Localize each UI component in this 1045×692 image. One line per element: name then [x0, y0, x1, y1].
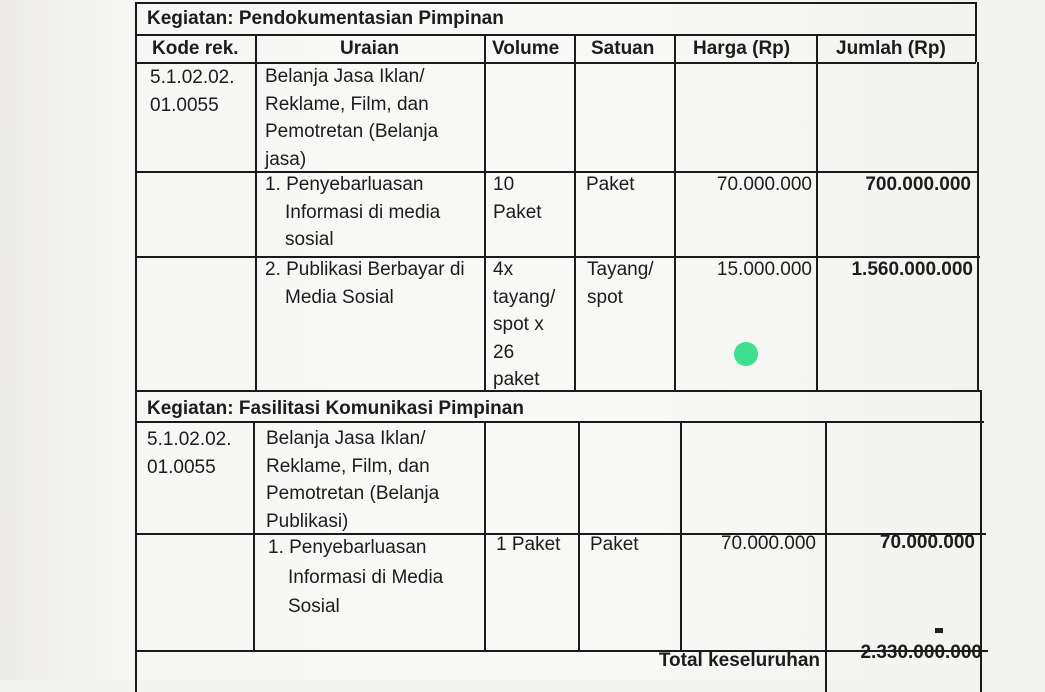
table-border-right: [975, 2, 977, 62]
account-code: [150, 64, 235, 119]
description-line: Media Sosial: [285, 286, 394, 308]
item-jumlah: 700.000.000: [865, 174, 971, 195]
description-line: Belanja Jasa Iklan/: [266, 428, 426, 449]
green-dot-marker: [734, 342, 758, 366]
account-code-line: 5.1.02.02.: [147, 429, 232, 450]
volume-line: spot x: [493, 314, 544, 335]
item-satuan: [590, 531, 639, 559]
volume-line: 1 Paket: [496, 534, 561, 555]
description-line: Publikasi): [266, 510, 349, 532]
account-description: [265, 63, 438, 173]
description-line: 1. Penyebarluasan: [268, 537, 427, 558]
satuan-line: Paket: [590, 534, 639, 555]
item-description: [265, 256, 465, 311]
col-divider: [253, 421, 255, 650]
item-description: [268, 533, 443, 622]
description-line: 2. Publikasi Berbayar di: [265, 259, 465, 280]
budget-table: [135, 2, 990, 692]
header-jumlah: Jumlah (Rp): [836, 38, 946, 59]
col-divider: [578, 421, 580, 650]
volume-line: 26: [493, 341, 515, 363]
description-line: Belanja Jasa Iklan/: [265, 66, 425, 87]
total-label: Total keseluruhan: [658, 650, 820, 671]
description-line: Pemotretan (Belanja: [266, 483, 440, 504]
table-border-left: [135, 2, 137, 692]
total-value: 2.330.000.000: [860, 642, 982, 663]
row-divider: [135, 390, 982, 392]
header-volume: Volume: [492, 38, 560, 59]
description-line: 1. Penyebarluasan: [265, 174, 424, 195]
description-line: Reklame, Film, dan: [265, 93, 429, 115]
description-line: Reklame, Film, dan: [266, 455, 430, 477]
item-jumlah: 70.000.000: [879, 532, 975, 553]
description-line: Informasi di Media: [288, 566, 444, 588]
satuan-line: Tayang/: [587, 259, 654, 280]
satuan-line: Paket: [586, 174, 635, 195]
col-divider: [255, 34, 257, 390]
volume-line: tayang/: [493, 286, 556, 308]
header-uraian: Uraian: [340, 38, 400, 59]
volume-line: paket: [493, 369, 540, 390]
item-volume: [493, 256, 555, 394]
header-harga: Harga (Rp): [693, 38, 791, 59]
item-volume: [493, 171, 542, 226]
account-code-line: 01.0055: [150, 94, 219, 116]
table-border-top: [135, 2, 976, 4]
description-line: sosial: [285, 229, 334, 250]
item-harga: 70.000.000: [716, 174, 812, 195]
description-line: Sosial: [288, 596, 340, 617]
ink-mark: [935, 628, 943, 633]
item-harga: 70.000.000: [720, 533, 816, 554]
item-satuan: [587, 256, 654, 311]
header-satuan: Satuan: [591, 38, 655, 59]
col-divider: [674, 34, 676, 390]
col-divider: [484, 421, 486, 650]
description-line: Pemotretan (Belanja: [265, 121, 439, 142]
item-volume: [496, 531, 560, 559]
col-divider: [816, 34, 818, 390]
item-satuan: [586, 171, 635, 199]
account-code-line: 01.0055: [147, 456, 216, 478]
description-line: jasa): [265, 148, 307, 170]
volume-line: 4x: [493, 259, 514, 280]
item-jumlah: 1.560.000.000: [851, 259, 973, 280]
section-title: Kegiatan: Fasilitasi Komunikasi Pimpinan: [147, 398, 524, 419]
col-divider: [825, 421, 827, 692]
satuan-line: spot: [587, 286, 623, 308]
section-title: Kegiatan: Pendokumentasian Pimpinan: [147, 8, 504, 29]
account-code: [147, 426, 232, 481]
item-harga: 15.000.000: [716, 259, 812, 280]
account-code-line: 5.1.02.02.: [150, 67, 235, 88]
col-divider: [574, 34, 576, 390]
item-description: [265, 171, 440, 254]
account-description: [266, 425, 439, 535]
col-divider: [484, 34, 486, 390]
volume-line: 10: [493, 174, 515, 195]
col-divider: [680, 421, 682, 650]
table-border-right: [977, 62, 979, 392]
description-line: Informasi di media: [285, 201, 441, 223]
volume-line: Paket: [493, 201, 542, 223]
header-kode: Kode rek.: [152, 38, 239, 59]
